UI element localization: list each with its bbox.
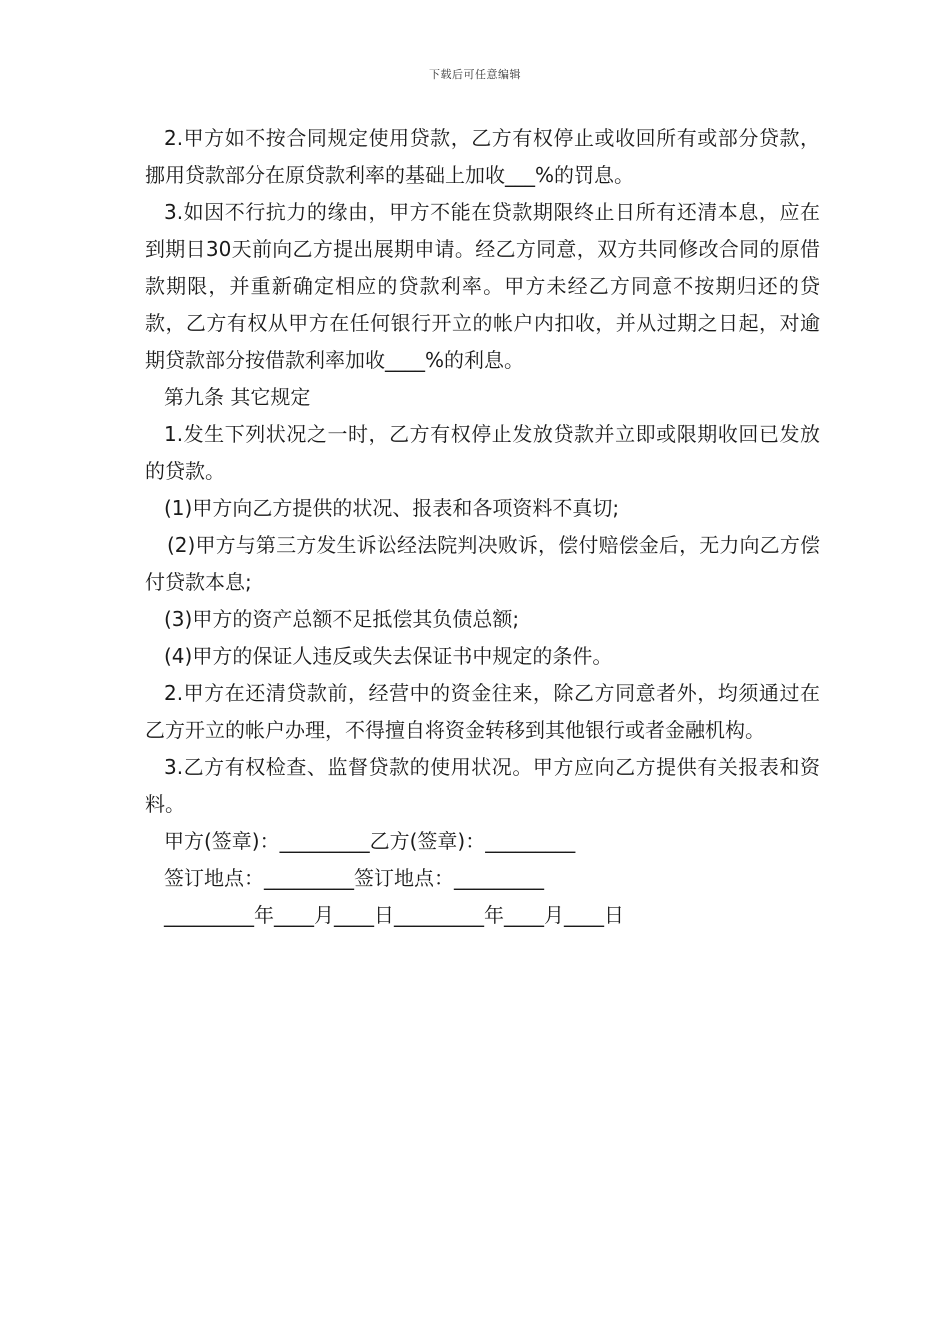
paragraph-article-9-item-1: 1.发生下列状况之一时，乙方有权停止发放贷款并立即或限期收回已发放的贷款。 xyxy=(145,422,820,483)
paragraph-sub-item-2: (2)甲方与第三方发生诉讼经法院判决败诉，偿付赔偿金后，无力向乙方偿付贷款本息; xyxy=(145,533,820,594)
signature-line-location: 签订地点：_________签订地点：_________ xyxy=(164,866,544,890)
signature-line-date: _________年____月____日_________年____月____日 xyxy=(164,903,624,927)
section-heading-article-9: 第九条 其它规定 xyxy=(164,385,311,409)
paragraph-clause-3: 3.如因不行抗力的缘由，甲方不能在贷款期限终止日所有还清本息，应在到期日30天前向乙方提出展期申请。经乙方同意，双方共同修改合同的原借款期限，并重新确定相应的贷款利率。甲方未经乙方同意不按期归还的贷款，乙方有权从甲方在任何银行开立的帐户内扣收，并从过期之日起，对逾期贷款部分按借款利率加收____%的利息。 xyxy=(145,200,820,372)
paragraph-article-9-item-2: 2.甲方在还清贷款前，经营中的资金往来，除乙方同意者外，均须通过在乙方开立的帐户办理，不得擅自将资金转移到其他银行或者金融机构。 xyxy=(145,681,820,742)
paragraph-sub-item-1: (1)甲方向乙方提供的状况、报表和各项资料不真切; xyxy=(164,496,620,520)
header-note: 下载后可任意编辑 xyxy=(429,68,521,81)
paragraph-article-9-item-3: 3.乙方有权检查、监督贷款的使用状况。甲方应向乙方提供有关报表和资料。 xyxy=(145,755,820,816)
paragraph-clause-2: 2.甲方如不按合同规定使用贷款，乙方有权停止或收回所有或部分贷款，挪用贷款部分在原贷款利率的基础上加收___%的罚息。 xyxy=(145,126,820,187)
paragraph-sub-item-4: (4)甲方的保证人违反或失去保证书中规定的条件。 xyxy=(164,644,613,668)
signature-line-parties: 甲方(签章)：_________乙方(签章)：_________ xyxy=(164,829,576,853)
document-body xyxy=(145,120,820,934)
paragraph-sub-item-3: (3)甲方的资产总额不足抵偿其负债总额; xyxy=(164,607,520,631)
